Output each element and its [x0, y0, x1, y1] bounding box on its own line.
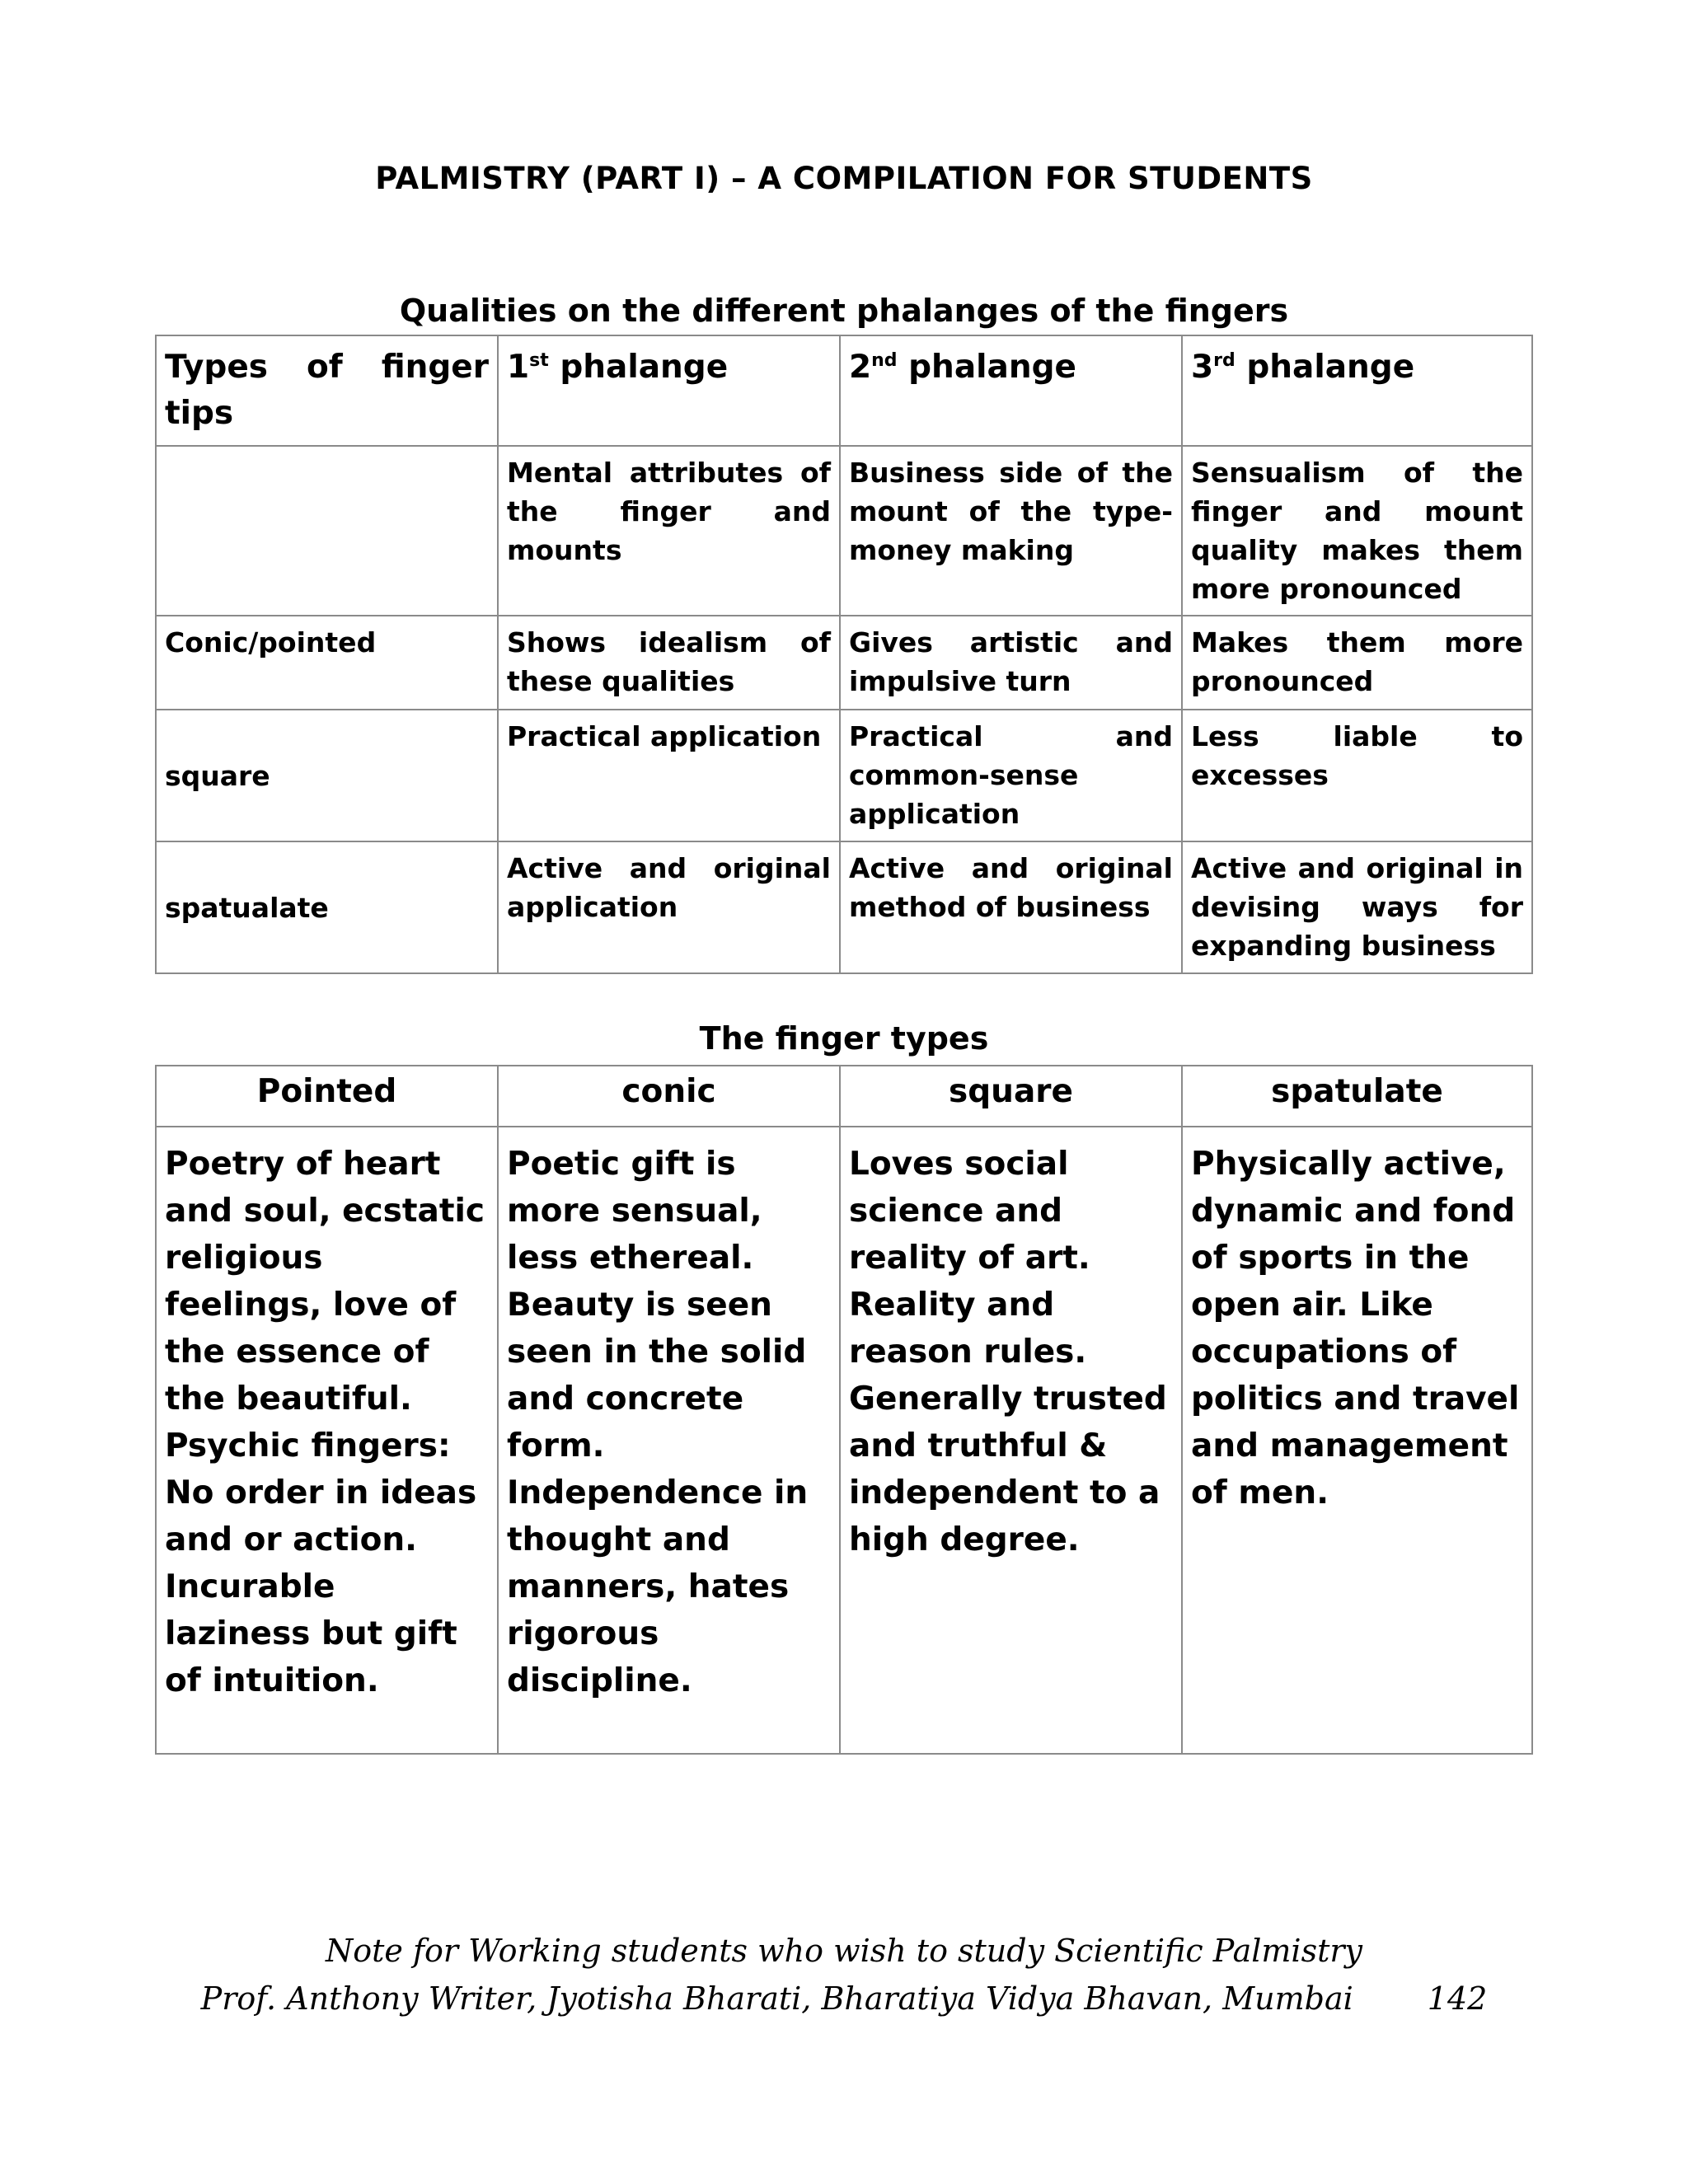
table-cell: Active and original method of business [840, 841, 1182, 973]
column-header-spatulate: spatulate [1182, 1066, 1532, 1127]
table-row [156, 1127, 1532, 1754]
square-description: Loves social science and reality of art. Reality and reason rules. Generally trusted and truthful & independent to a high degree. [840, 1127, 1182, 1754]
phalanges-header-row [156, 335, 1532, 446]
table-cell: Shows idealism of these qualities [498, 616, 840, 710]
table-cell: Gives artistic and impulsive turn [840, 616, 1182, 710]
table-cell: Makes them more pronounced [1182, 616, 1532, 710]
conic-description: Poetic gift is more sensual, less ethereal. Beauty is seen seen in the solid and concrete form. Independence in thought and manners, hates rigorous discipline. [498, 1127, 840, 1754]
table-cell: Active and original application [498, 841, 840, 973]
table-cell: Less liable to excesses [1182, 710, 1532, 841]
finger-types-header-row [156, 1066, 1532, 1127]
header-third-phalange [1182, 335, 1532, 446]
table-cell: Practical application [498, 710, 840, 841]
table-cell: Business side of the mount of the type- money making [840, 446, 1182, 616]
footer-note: Note for Working students who wish to study Scientific Palmistry [326, 1933, 1362, 1969]
column-header-square: square [840, 1066, 1182, 1127]
column-header-conic: conic [498, 1066, 840, 1127]
document-title: PALMISTRY (PART I) – A COMPILATION FOR STUDENTS [375, 161, 1313, 196]
header-label: phalange [897, 349, 1076, 386]
table-cell: Sensualism of the finger and mount quality makes them more pronounced [1182, 446, 1532, 616]
header-ordinal-suffix: rd [1213, 350, 1236, 371]
row-label: Conic/pointed [156, 616, 498, 710]
table-cell: Practical and common-sense application [840, 710, 1182, 841]
phalanges-table [155, 335, 1533, 974]
header-ordinal-number: 3 [1191, 349, 1214, 386]
footer-credit [0, 1980, 1688, 2017]
row-label: spatualate [156, 841, 498, 973]
page-number: 142 [1427, 1980, 1488, 2017]
row-label: square [156, 710, 498, 841]
table-row [156, 841, 1532, 973]
pointed-description: Poetry of heart and soul, ecstatic religious feelings, love of the essence of the beautiful. Psychic fingers: No order in ideas and or action. Incurable laziness but gift of intuition. [156, 1127, 498, 1754]
header-second-phalange [840, 335, 1182, 446]
header-ordinal-number: 2 [849, 349, 872, 386]
finger-types-table-caption: The finger types [699, 1020, 989, 1057]
table-row [156, 616, 1532, 710]
header-finger-tip-types: Types of finger tips [156, 335, 498, 446]
header-label: phalange [1235, 349, 1415, 386]
header-ordinal-suffix: st [529, 350, 549, 371]
table-cell: Active and original in devising ways for expanding business [1182, 841, 1532, 973]
footer-author: Prof. Anthony Writer, Jyotisha Bharati, Bharatiya Vidya Bhavan, Mumbai [200, 1980, 1353, 2017]
header-first-phalange [498, 335, 840, 446]
table-row [156, 446, 1532, 616]
header-ordinal-suffix: nd [871, 350, 898, 371]
finger-types-table [155, 1065, 1533, 1755]
spatulate-description: Physically active, dynamic and fond of sports in the open air. Like occupations of politics and travel and management of men. [1182, 1127, 1532, 1754]
phalanges-table-caption: Qualities on the different phalanges of the fingers [399, 293, 1289, 329]
column-header-pointed: Pointed [156, 1066, 498, 1127]
table-cell: Mental attributes of the finger and mounts [498, 446, 840, 616]
header-ordinal-number: 1 [507, 349, 530, 386]
table-row [156, 710, 1532, 841]
row-label [156, 446, 498, 616]
header-label: phalange [548, 349, 729, 386]
